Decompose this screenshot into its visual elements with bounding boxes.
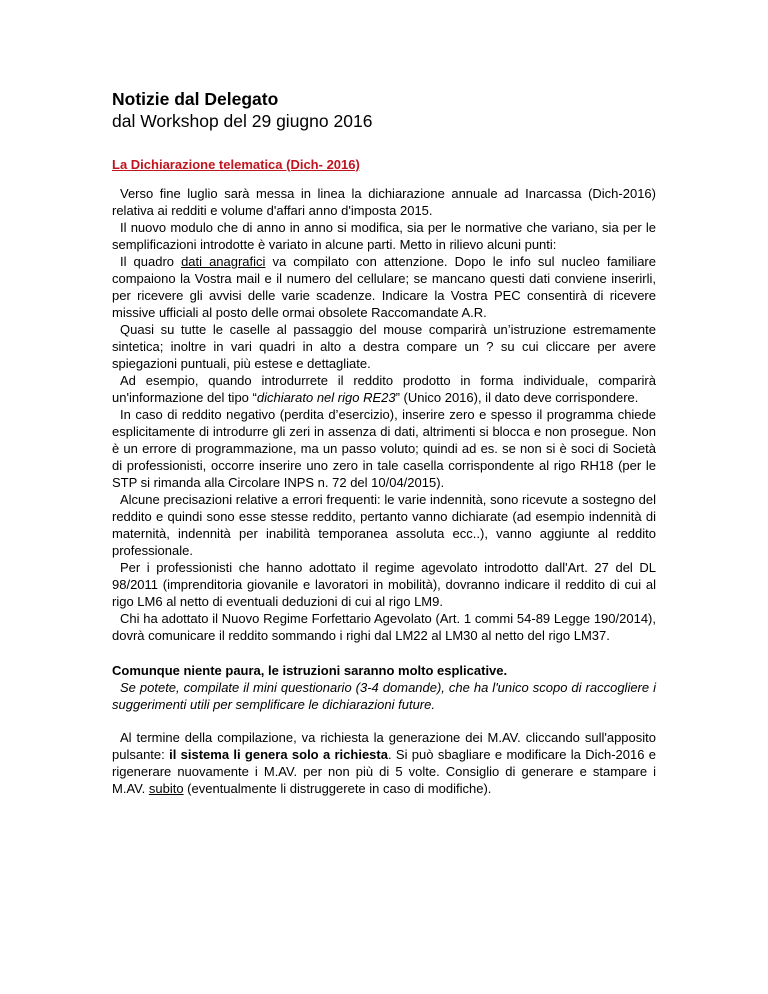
paragraph-facilitated-regime: Per i professionisti che hanno adottato il regime agevolato introdotto dall'Art. 27 del DL 98/2011 (imprenditoria giovanile e lavoratori in mobilità), dovranno indicare il reddito di cui al rigo LM6 al netto di eventuali deduzioni di cui al rigo LM9. [112,560,656,609]
italic-note: Se potete, compilate il mini questionario (3-4 domande), che ha l'unico scopo di raccogliere i suggerimenti utili per semplificare le dichiarazioni future. [112,680,656,712]
page-title: Notizie dal Delegato [112,89,279,109]
text-segment: Il quadro [120,254,182,269]
underlined-term: subito [148,781,184,796]
paragraph-mav [112,729,656,797]
paragraph-frequent-errors: Alcune precisazioni relative a errori frequenti: le varie indennità, sono ricevute a sostegno del reddito e quindi sono esse stesse reddito, pertanto vanno dichiarate (ad esempio indennità di maternità, indennità per inabilità temporanea assoluta ecc..), vanno aggiunte al reddito professionale. [112,492,656,558]
paragraph-intro: Verso fine luglio sarà messa in linea la dichiarazione annuale ad Inarcassa (Dich-2016) relativa ai redditi e volume d'affari anno d'imposta 2015. [112,186,656,218]
text-segment: . Si può sbagliare e modificare la Dich-2016 e rigenerare nuovamente i M.AV. per non più di 5 volte. Consiglio di generare e stampare i M.AV. [112,747,657,796]
document-page [112,88,656,797]
text-segment: (eventualmente li distruggerete in caso di modifiche). [183,781,492,796]
paragraph-example [112,372,656,406]
text-segment: Al termine della compilazione, va richiesta la generazione dei M.AV. cliccando sull'apposito pulsante: [112,730,656,762]
text-segment: Ad esempio, quando introdurrete il reddito prodotto in forma individuale, comparirà un'informazione del tipo “ [112,373,656,405]
paragraph-tooltips: Quasi su tutte le caselle al passaggio del mouse comparirà un’istruzione estremamente sintetica; inoltre in vari quadri in alto a destra compare un ? su cui cliccare per avere spiegazioni puntuali, più estese e dettagliate. [112,322,656,371]
paragraph-new-module: Il nuovo modulo che di anno in anno si modifica, sia per le normative che variano, sia per le semplificazioni introdotte è variato in alcune parti. Metto in rilievo alcuni punti: [112,220,656,252]
underlined-term: dati anagrafici [181,254,266,269]
bold-note: Comunque niente paura, le istruzioni saranno molto esplicative. [112,663,508,678]
paragraph-negative-income: In caso di reddito negativo (perdita d’esercizio), inserire zero e spesso il programma chiede esplicitamente di introdurre gli zeri in assenza di dati, altrimenti si blocca e non prosegue. Non è un errore di programmazione, ma un passo voluto; quindi ad es. se non si è soci di Società di professionisti, occorre inserire uno zero in tale casella corrispondente al rigo RH18 (per le STP si rimanda alla Circolare INPS n. 72 del 10/04/2015). [112,407,656,490]
bold-term: il sistema li genera solo a richiesta [169,747,388,762]
spacer [112,644,656,662]
text-segment: va compilato con attenzione. Dopo le info sul nucleo familiare compaiono la Vostra mail e il numero del cellulare; se mancano questi dati conviene inserirli, per ricevere gli avvisi delle varie scadenze. Indicare la Vostra PEC consentirà di ricevere missive ufficiali al posto delle ormai obsolete Raccomandate A.R. [112,254,656,320]
section-title: La Dichiarazione telematica (Dich- 2016) [112,157,360,172]
paragraph-personal-data [112,253,656,321]
text-segment: ” (Unico 2016), il dato deve corrispondere. [395,390,639,405]
italic-term: dichiarato nel rigo RE23 [256,390,396,405]
page-subtitle: dal Workshop del 29 giugno 2016 [112,111,373,131]
spacer [112,713,656,729]
paragraph-flat-rate-regime: Chi ha adottato il Nuovo Regime Forfettario Agevolato (Art. 1 commi 54-89 Legge 190/2014), dovrà comunicare il reddito sommando i righi dal LM22 al LM30 al netto del rigo LM37. [112,611,656,643]
